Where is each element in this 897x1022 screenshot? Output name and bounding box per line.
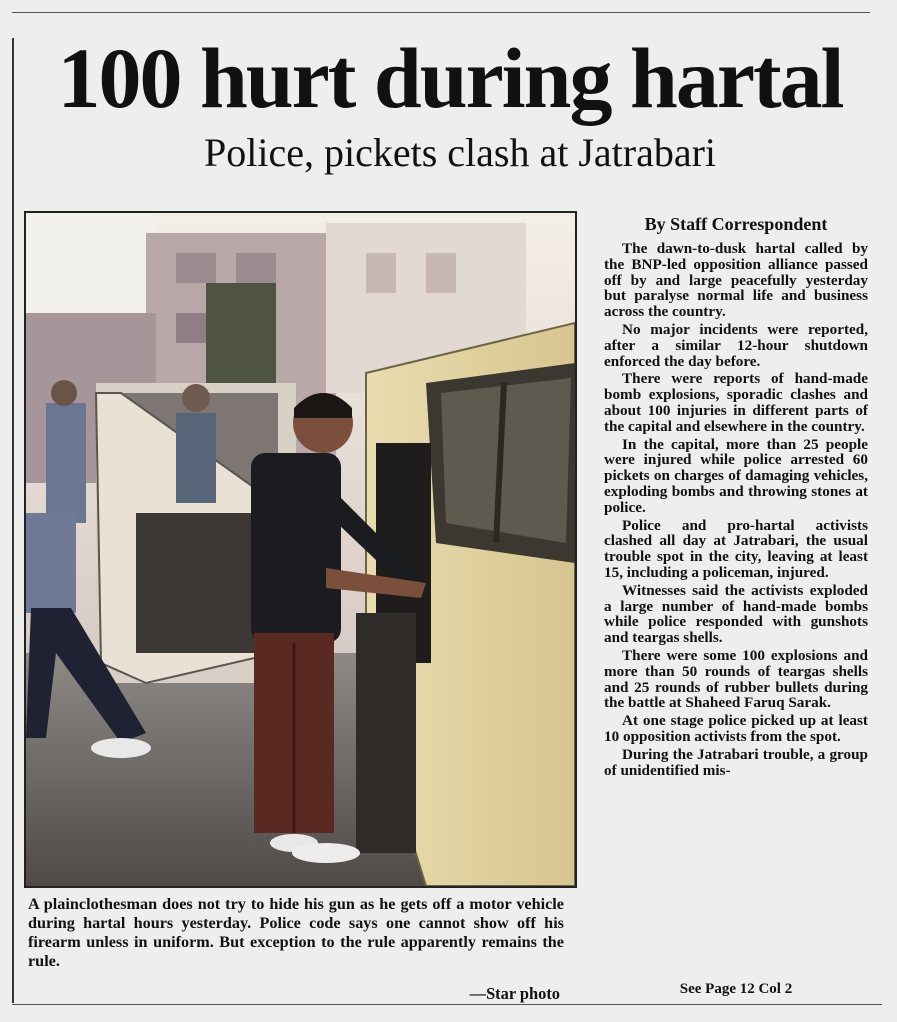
article-paragraph: No major incidents were reported, after a similar 12-hour shutdown enforced the day before. [604,320,868,370]
headline: 100 hurt during hartal [57,30,843,126]
article-paragraph: There were reports of hand-made bomb explosions, sporadic clashes and about 100 injuries in different parts of the capital and elsewhere in the country. [604,370,868,435]
article-paragraph: At one stage police picked up at least 10 opposition activists from the spot. [604,712,868,745]
article-paragraph: Witnesses said the activists exploded a large number of hand-made bombs while police responded with gunshots and teargas shells. [604,581,868,647]
continuation-note: See Page 12 Col 2 [679,981,793,997]
photo-credit: —Star photo [469,984,560,1003]
article-paragraph: During the Jatrabari trouble, a group of unidentified mis- [604,745,868,779]
photo-caption [28,895,564,971]
article-paragraph: Police and pro-hartal activists clashed all day at Jatrabari, the usual trouble spot in the city, leaving at least 15, including a policeman, injured. [604,516,868,581]
bottom-rule [12,1004,882,1005]
article-paragraph: There were some 100 explosions and more than 50 rounds of teargas shells and 25 rounds of rubber bullets during the battle at Shaheed Faruq Sarak. [604,646,868,712]
caption-text: A plainclothesman does not try to hide his gun as he gets off a motor vehicle during hartal hours yesterday. Police code says one cannot show off his firearm unless in uniform. But exception to the rule apparently remains the rule. [28,895,564,970]
article-paragraph: In the capital, more than 25 people were injured while police arrested 60 pickets on charges of damaging vehicles, exploding bombs and throwing stones at police. [604,435,868,516]
article-column [604,214,868,780]
top-rule [12,12,870,13]
news-photo [24,211,577,888]
article-paragraph: The dawn-to-dusk hartal called by the BNP-led opposition alliance passed off by and large peacefully yesterday but paralyse normal life and business across the country. [604,240,868,321]
subheadline: Police, pickets clash at Jatrabari [203,130,717,175]
left-column-rule [12,38,14,1003]
byline: By Staff Correspondent [644,214,828,234]
